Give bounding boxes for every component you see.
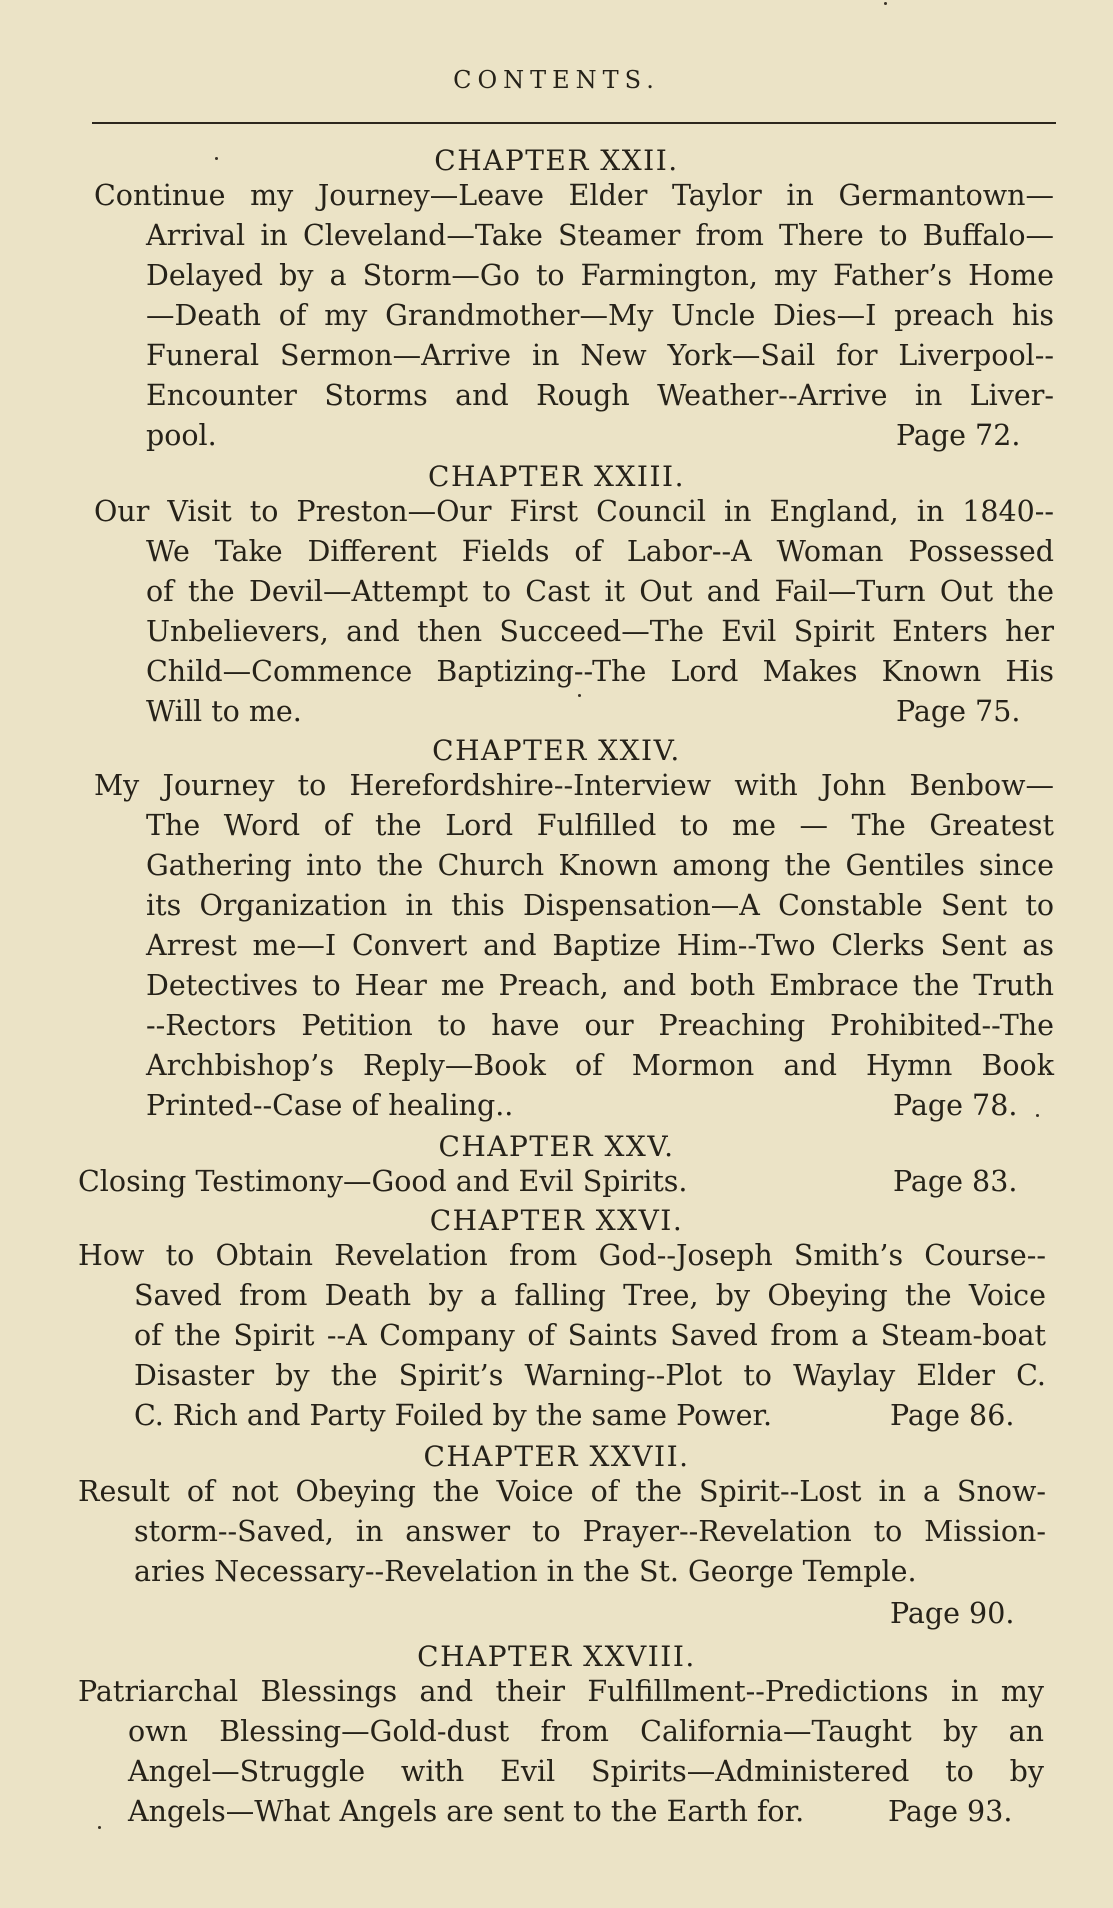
page-reference: Page 86. bbox=[890, 1399, 1015, 1432]
entry-line: Gathering into the Church Known among the Gentiles since bbox=[146, 849, 1054, 882]
entry-line: Printed--Case of healing.. bbox=[146, 1089, 514, 1122]
scan-speck bbox=[98, 1826, 101, 1829]
entry-line: Closing Testimony—Good and Evil Spirits. bbox=[78, 1165, 688, 1198]
entry-line: Result of not Obeying the Voice of the Spirit--Lost in a Snow- bbox=[78, 1475, 1046, 1508]
entry-line: Child—Commence Baptizing--The Lord Makes Known His bbox=[146, 655, 1054, 688]
entry-line: aries Necessary--Revelation in the St. George Temple. bbox=[134, 1555, 917, 1588]
scan-speck bbox=[578, 694, 581, 697]
entry-line: --Rectors Petition to have our Preaching Prohibited--The bbox=[146, 1009, 1054, 1042]
entry-line: Our Visit to Preston—Our First Council in England, in 1840-- bbox=[94, 495, 1054, 528]
entry-line: Patriarchal Blessings and their Fulfillment--Predictions in my bbox=[78, 1675, 1044, 1708]
entry-line: We Take Different Fields of Labor--A Woman Possessed bbox=[146, 535, 1054, 568]
entry-line: Encounter Storms and Rough Weather--Arrive in Liver- bbox=[146, 379, 1054, 412]
chapter-title: CHAPTER XXVI. bbox=[429, 1204, 684, 1237]
entry-line: Will to me. bbox=[146, 695, 302, 728]
entry-line: The Word of the Lord Fulfilled to me — The Greatest bbox=[146, 809, 1054, 842]
header-rule bbox=[92, 122, 1056, 124]
entry-line: Angel—Struggle with Evil Spirits—Administered to by bbox=[128, 1755, 1044, 1788]
entry-line: of the Devil—Attempt to Cast it Out and Fail—Turn Out the bbox=[146, 575, 1054, 608]
page-reference: Page 83. bbox=[893, 1165, 1018, 1198]
entry-line: Arrest me—I Convert and Baptize Him--Two Clerks Sent as bbox=[146, 929, 1054, 962]
page-reference: Page 93. bbox=[888, 1795, 1013, 1828]
entry-line: pool. bbox=[146, 419, 217, 452]
chapter-title: CHAPTER XXVII. bbox=[423, 1440, 690, 1473]
chapter-title: CHAPTER XXII. bbox=[434, 144, 679, 177]
entry-line: Funeral Sermon—Arrive in New York—Sail for Liverpool-- bbox=[146, 339, 1054, 372]
chapter-title: CHAPTER XXV. bbox=[438, 1130, 675, 1163]
page-reference: Page 90. bbox=[890, 1597, 1015, 1630]
entry-line: C. Rich and Party Foiled by the same Power. bbox=[134, 1399, 773, 1432]
entry-line: —Death of my Grandmother—My Uncle Dies—I preach his bbox=[146, 299, 1054, 332]
page-header: CONTENTS. bbox=[453, 66, 660, 94]
page-reference: Page 78. bbox=[893, 1089, 1018, 1122]
chapter-title: CHAPTER XXVIII. bbox=[417, 1640, 696, 1673]
entry-line: its Organization in this Dispensation—A Constable Sent to bbox=[146, 889, 1054, 922]
chapter-title: CHAPTER XXIII. bbox=[428, 460, 685, 493]
scan-speck bbox=[215, 157, 218, 160]
entry-line: Arrival in Cleveland—Take Steamer from There to Buffalo— bbox=[146, 219, 1054, 252]
entry-line: Detectives to Hear me Preach, and both Embrace the Truth bbox=[146, 969, 1054, 1002]
chapter-title: CHAPTER XXIV. bbox=[432, 734, 681, 767]
entry-line: Disaster by the Spirit’s Warning--Plot to Waylay Elder C. bbox=[134, 1359, 1046, 1392]
entry-line: Unbelievers, and then Succeed—The Evil Spirit Enters her bbox=[146, 615, 1054, 648]
entry-line: Angels—What Angels are sent to the Earth for. bbox=[128, 1795, 805, 1828]
entry-line: Archbishop’s Reply—Book of Mormon and Hymn Book bbox=[146, 1049, 1054, 1082]
entry-line: Delayed by a Storm—Go to Farmington, my Father’s Home bbox=[146, 259, 1054, 292]
entry-line: of the Spirit --A Company of Saints Saved from a Steam-boat bbox=[134, 1319, 1046, 1352]
entry-line: My Journey to Herefordshire--Interview with John Benbow— bbox=[94, 769, 1054, 802]
entry-line: Continue my Journey—Leave Elder Taylor in Germantown— bbox=[94, 179, 1054, 212]
entry-line: storm--Saved, in answer to Prayer--Revelation to Mission- bbox=[134, 1515, 1046, 1548]
scan-speck bbox=[1036, 1114, 1039, 1117]
page-reference: Page 72. bbox=[896, 419, 1021, 452]
page-reference: Page 75. bbox=[896, 695, 1021, 728]
scan-speck bbox=[884, 2, 887, 5]
entry-line: own Blessing—Gold-dust from California—Taught by an bbox=[128, 1715, 1044, 1748]
entry-line: Saved from Death by a falling Tree, by Obeying the Voice bbox=[134, 1279, 1046, 1312]
entry-line: How to Obtain Revelation from God--Joseph Smith’s Course-- bbox=[78, 1239, 1046, 1272]
